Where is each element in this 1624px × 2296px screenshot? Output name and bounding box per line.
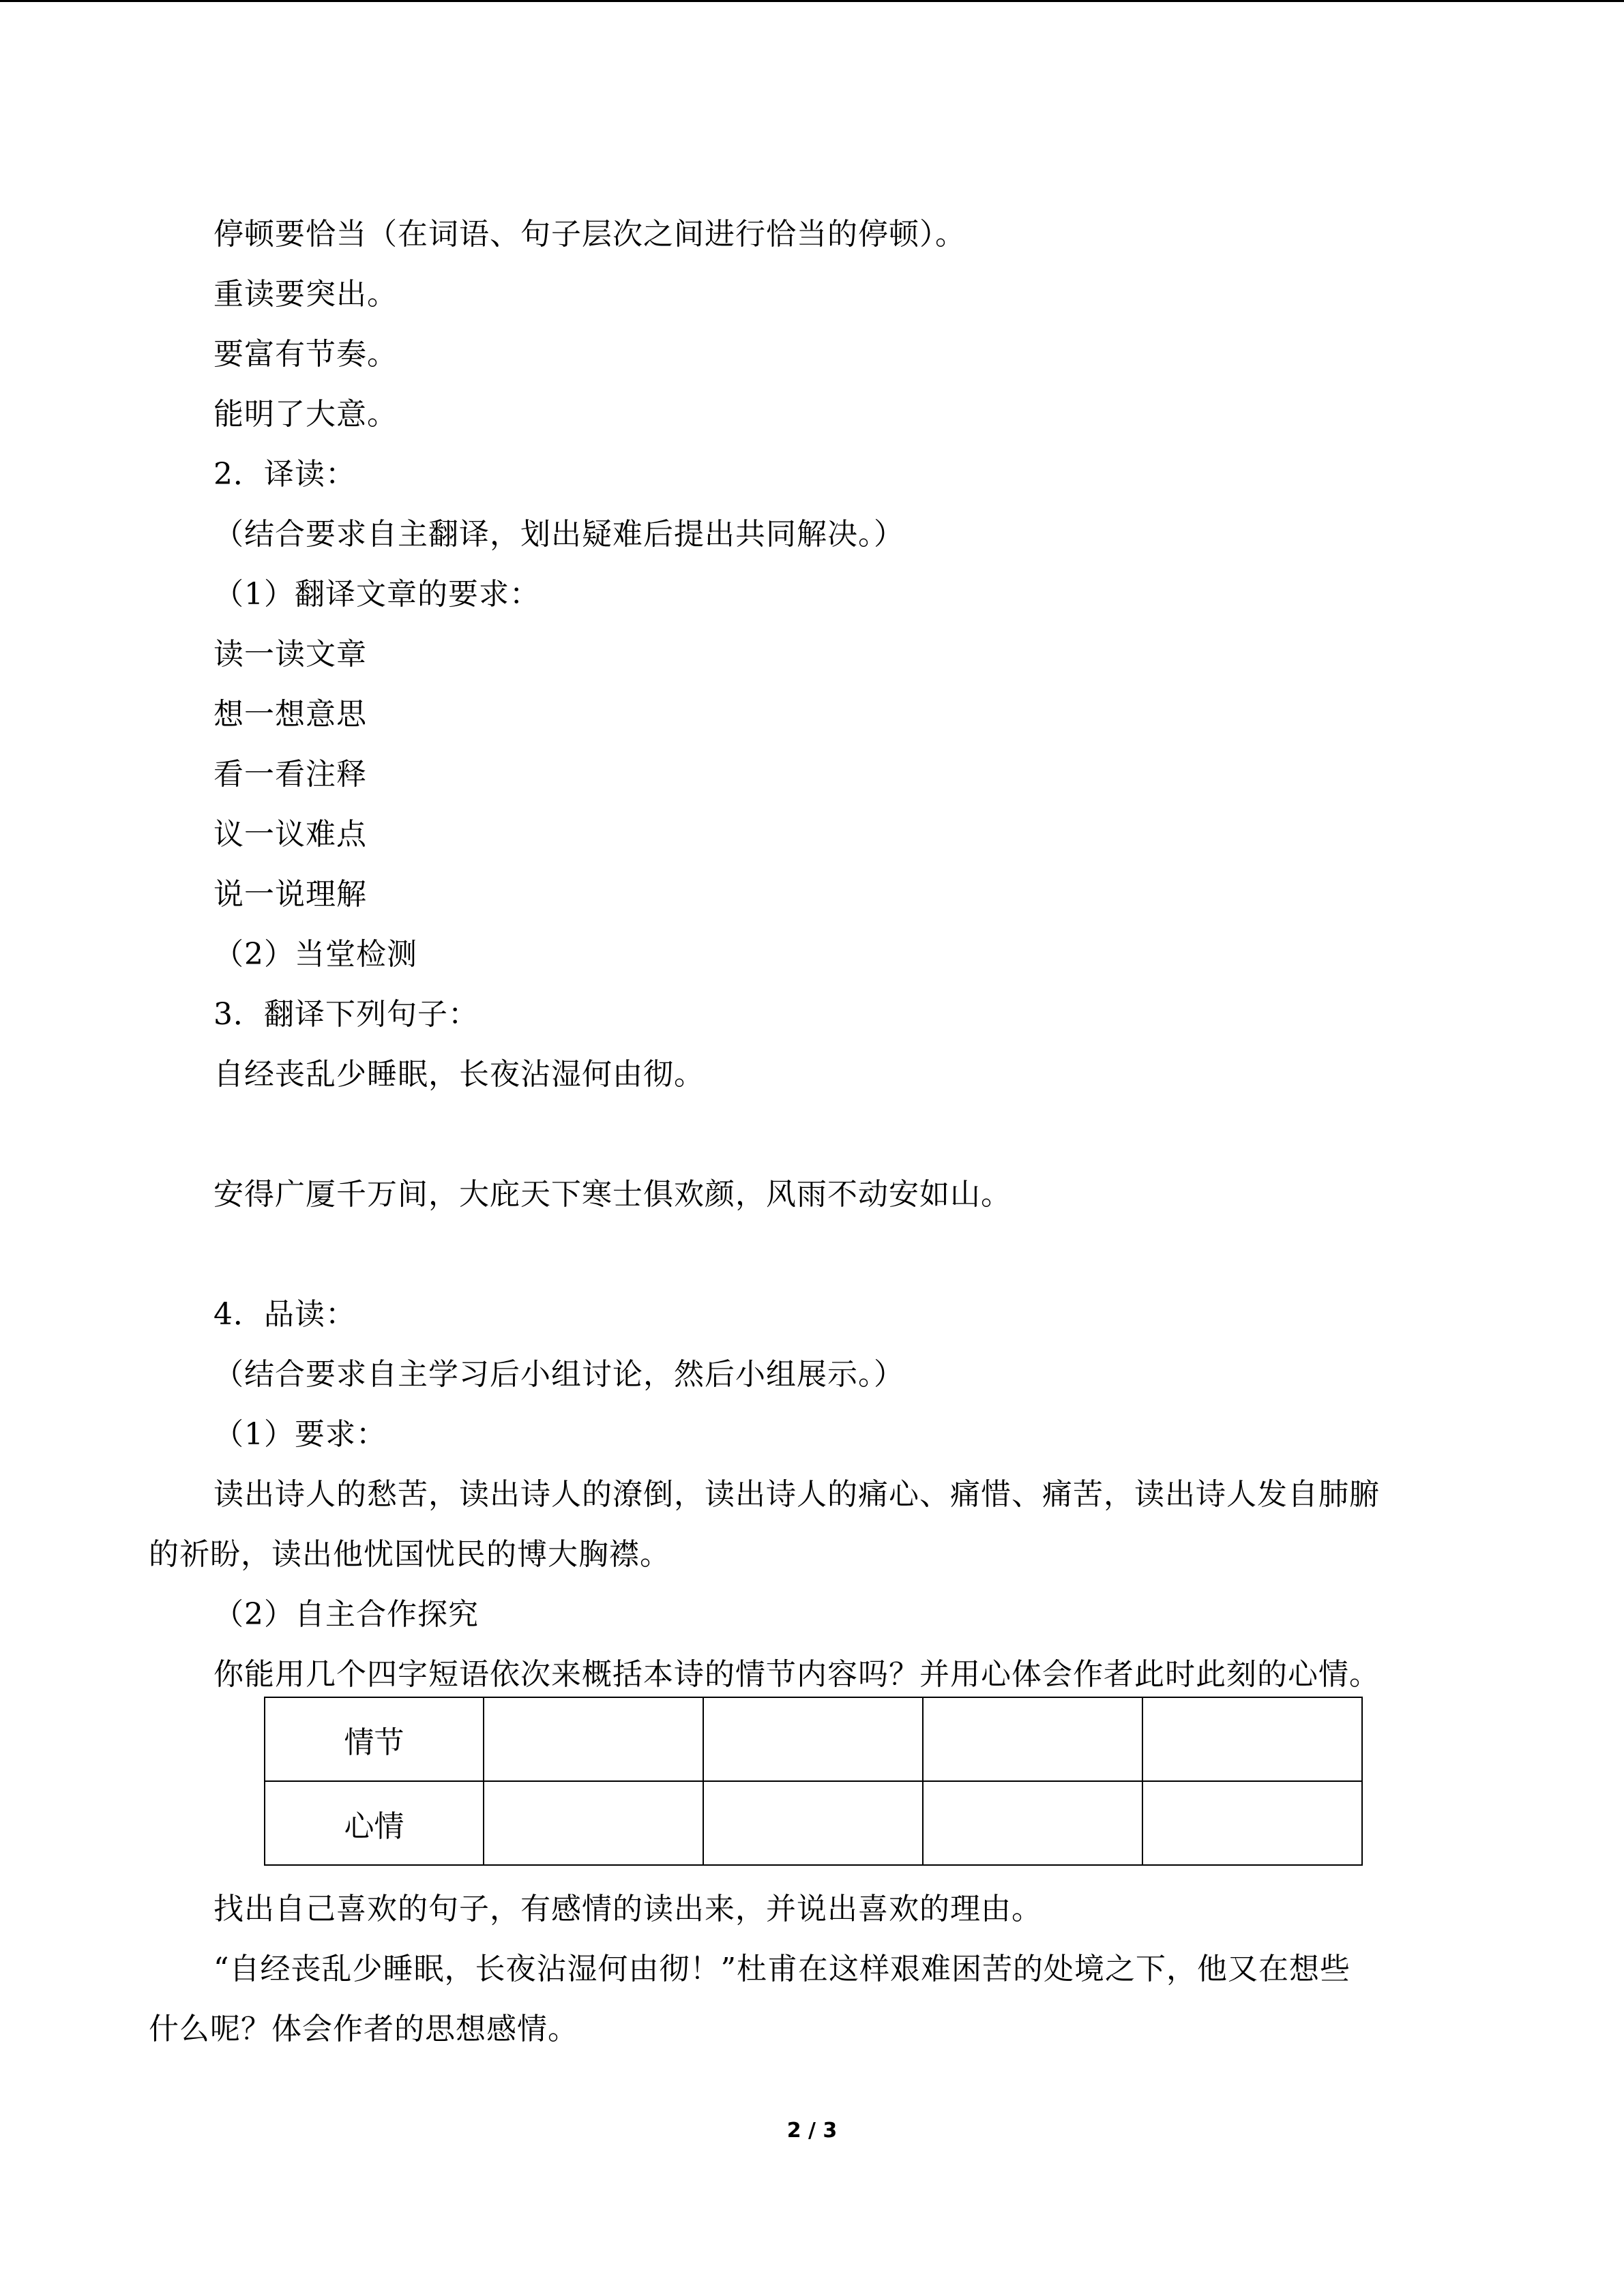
subsection-heading: （1）要求：	[213, 1417, 387, 1452]
text-line: 读一读文章	[213, 637, 367, 672]
table-cell[interactable]	[703, 1697, 923, 1781]
text-line: 议一议难点	[213, 817, 367, 852]
text-line: 看一看注释	[213, 757, 367, 792]
text-line: 要富有节奏。	[213, 337, 398, 372]
subsection-heading: （2）自主合作探究	[213, 1597, 479, 1632]
page-number: 2 / 3	[786, 2119, 838, 2143]
table-row-label: 情节	[265, 1697, 484, 1781]
table-cell[interactable]	[484, 1781, 703, 1865]
text-line: 能明了大意。	[213, 397, 398, 432]
text-line: 安得广厦千万间，大庇天下寒士俱欢颜，风雨不动安如山。	[213, 1177, 1012, 1212]
text-line: 想一想意思	[213, 697, 367, 732]
section-heading: 4．品读：	[213, 1297, 356, 1332]
table-cell[interactable]	[703, 1781, 923, 1865]
text-line: （结合要求自主翻译，划出疑难后提出共同解决。）	[213, 517, 904, 552]
section-heading: 3．翻译下列句子：	[213, 997, 479, 1032]
text-line: 的祈盼，读出他忧国忧民的博大胸襟。	[149, 1537, 670, 1572]
text-line: 你能用几个四字短语依次来概括本诗的情节内容吗？并用心体会作者此时此刻的心情。	[213, 1657, 1380, 1692]
table-row	[265, 1697, 1362, 1781]
table-cell[interactable]	[1142, 1697, 1362, 1781]
text-line: “自经丧乱少睡眠，长夜沾湿何由彻！”杜甫在这样艰难困苦的处境之下，他又在想些	[213, 1952, 1350, 1986]
table-cell[interactable]	[1142, 1781, 1362, 1865]
table-cell[interactable]	[923, 1781, 1142, 1865]
plot-mood-table	[264, 1697, 1363, 1866]
table-row	[265, 1781, 1362, 1865]
text-line: 自经丧乱少睡眠，长夜沾湿何由彻。	[213, 1057, 705, 1092]
page-top-border	[0, 0, 1624, 2]
table-cell[interactable]	[484, 1697, 703, 1781]
text-line: 重读要突出。	[213, 277, 398, 312]
text-line: 找出自己喜欢的句子，有感情的读出来，并说出喜欢的理由。	[213, 1892, 1042, 1926]
table-row-label: 心情	[265, 1781, 484, 1865]
subsection-heading: （1）翻译文章的要求：	[213, 577, 540, 612]
section-heading: 2．译读：	[213, 457, 356, 492]
text-line: 读出诗人的愁苦，读出诗人的潦倒，读出诗人的痛心、痛惜、痛苦，读出诗人发自肺腑	[213, 1477, 1380, 1512]
text-line: （结合要求自主学习后小组讨论，然后小组展示。）	[213, 1357, 904, 1392]
text-line: 停顿要恰当（在词语、句子层次之间进行恰当的停顿）。	[213, 217, 966, 252]
text-line: 说一说理解	[213, 877, 367, 912]
table-cell[interactable]	[923, 1697, 1142, 1781]
text-line: 什么呢？体会作者的思想感情。	[149, 2012, 578, 2046]
subsection-heading: （2）当堂检测	[213, 937, 417, 972]
